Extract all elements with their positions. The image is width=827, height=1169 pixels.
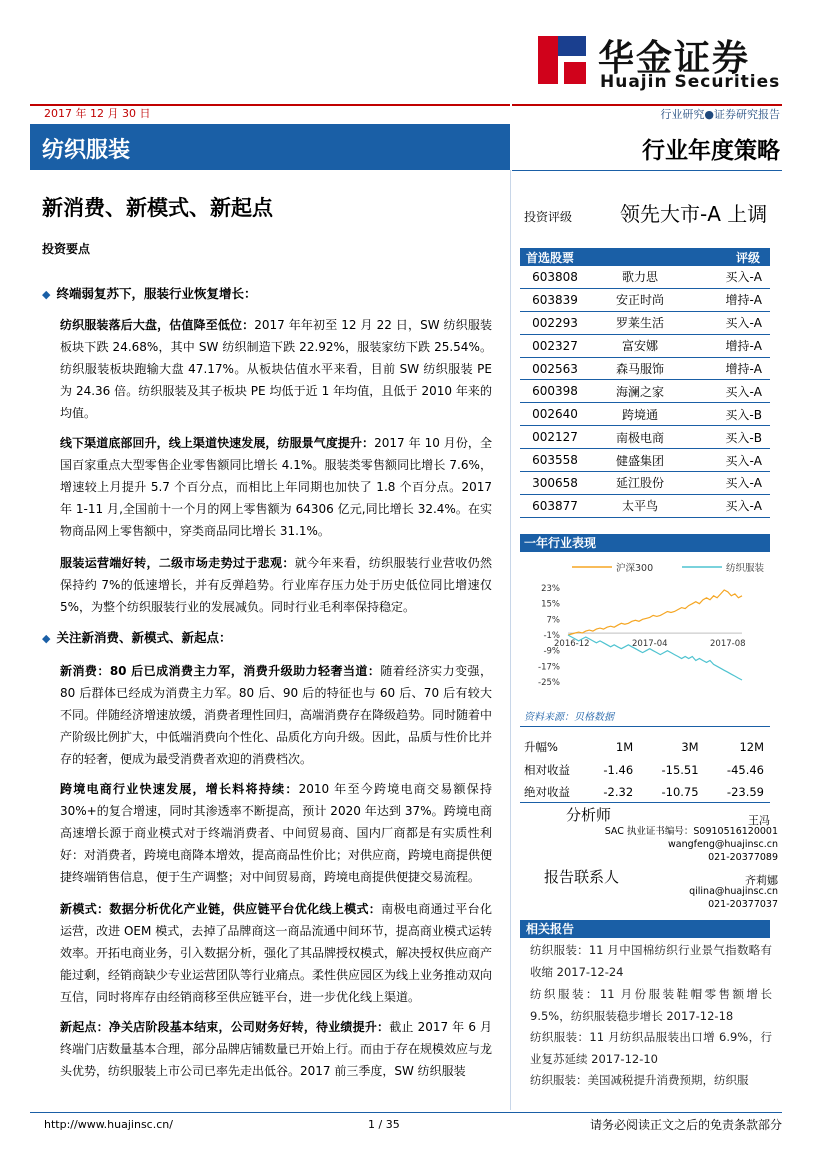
analyst-email[interactable]: wangfeng@huajinsc.cn (668, 839, 778, 850)
stock-name: 延江股份 (590, 472, 690, 495)
sector-title: 纺织服装 (42, 138, 131, 163)
stock-code: 002640 (520, 403, 590, 426)
contact-name: 齐莉娜 (745, 874, 778, 887)
footer-divider (30, 1112, 782, 1113)
contact-label: 报告联系人 (544, 868, 620, 886)
stock-name: 富安娜 (590, 334, 690, 357)
report-date: 2017 年 12 月 30 日 (44, 107, 151, 120)
x-tick-label: 2017-08 (710, 639, 746, 650)
stock-code: 002127 (520, 426, 590, 449)
stock-name: 罗莱生活 (590, 311, 690, 334)
y-tick-label: -25% (538, 678, 560, 688)
y-tick-label: -17% (538, 662, 560, 673)
section-heading: ◆ 关注新消费、新模式、新起点： (42, 630, 232, 645)
table-header: 12M (739, 740, 764, 755)
table-row (520, 403, 770, 426)
stock-rating: 增持-A (690, 288, 770, 311)
y-tick-label: 15% (541, 599, 560, 610)
stock-name: 南极电商 (590, 426, 690, 449)
divider (520, 802, 770, 803)
legend-label: 沪深300 (616, 563, 654, 574)
stock-rating: 买入-B (690, 426, 770, 449)
related-report-link[interactable]: 纺织服装：11 月份服装鞋帽零售额增长 9.5%，纺织服装稳步增长 2017-12-18 (530, 987, 772, 1023)
performance-chart (520, 556, 775, 706)
paragraph: 新起点：净关店阶段基本结束，公司财务好转，待业绩提升：截止 2017 年 6 月终端门店数量基本合理，部分品牌店铺数量已开始上行。而由于存在规模效应与龙头优势，纺织服装上市公司已率先走出低谷。2017 前三季度，SW 纺织服装 (60, 1020, 493, 1078)
paragraph: 新消费：80 后已成消费主力军，消费升级助力轻奢当道：随着经济实力变强，80 后群体已经成为消费主力军。80 后、90 后的特征也与 60 后、70 后有较大不同。伴随经济增速放缓，消费者理性回归，高端消费存在降级趋势。同时随着中产阶级比例扩大，中低端消费向个性化、品质化方向升级。因此，品质与性价比并存的轻奢，便成为最受消费者欢迎的消费档次。 (60, 664, 493, 766)
y-tick-label: -9% (543, 646, 560, 657)
stock-code: 603877 (520, 494, 590, 517)
stock-name: 太平鸟 (590, 494, 690, 517)
contact-phone: 021-20377037 (708, 899, 778, 910)
footer-url[interactable]: http://www.huajinsc.cn/ (44, 1118, 173, 1131)
stock-rating: 买入-A (690, 449, 770, 472)
report-type: 行业研究●证券研究报告 (660, 108, 780, 121)
logo-chinese: 华金证券 (598, 38, 751, 79)
table-row (520, 266, 770, 288)
stock-rating: 买入-A (690, 380, 770, 403)
y-tick-label: 23% (541, 584, 560, 594)
rating-value: 领先大市-A 上调 (620, 202, 768, 226)
analyst-phone: 021-20377089 (708, 852, 778, 863)
related-report-link[interactable]: 纺织服装：11 月中国棉纺织行业景气指数略有收缩 2017-12-24 (530, 943, 772, 979)
stock-name: 跨境通 (590, 403, 690, 426)
table-header-row (524, 736, 774, 759)
stock-code: 603808 (520, 266, 590, 288)
table-header: 评级 (690, 248, 770, 266)
related-report-link[interactable]: 纺织服装：11 月纺织品服装出口增 6.9%，行业复苏延续 2017-12-10 (530, 1030, 772, 1066)
stock-rating: 买入-A (690, 266, 770, 288)
logo-mark-icon (538, 34, 590, 86)
stock-table (520, 248, 770, 518)
report-kind: 行业年度策略 (642, 138, 780, 164)
paragraph: 新模式：数据分析优化产业链，供应链平台优化线上模式：南极电商通过平台化运营，改进 OEM 模式，去掉了品牌商这一商品流通中间环节，提高商业模式运转效率。开拓电商业务，引入数据分析，强化了其品牌授权模式，解决授权供应商产能过剩，经销商缺少专业运营团队等行业痛点。柔性供应园区为线上业务推动双向互信，同时将库存由经销商移至供应链平台，进一步优化线上渠道。 (60, 902, 493, 1004)
table-row (520, 311, 770, 334)
analyst-name: 王冯 (748, 814, 770, 827)
table-row: 绝对收益 -2.32 -10.75 -23.59 (524, 785, 764, 800)
paragraph: 纺织服装落后大盘，估值降至低位：2017 年年初至 12 月 22 日，SW 纺织服装板块下跌 24.68%，其中 SW 纺织制造下跌 22.92%，服装家纺下跌 25.54%。纺织服装板块跑输大盘 47.17%。从板块估值水平来看，目前 SW 纺织服装 PE 为 24.36 倍。纺织服装及其子板块 PE 均低于近 1 年均值，且低于 2010 年来的均值。 (60, 318, 492, 420)
contact-email[interactable]: qilina@huajinsc.cn (689, 886, 778, 897)
stock-name: 健盛集团 (590, 449, 690, 472)
source-note: 资料来源：贝格数据 (524, 712, 614, 723)
diamond-bullet-icon: ◆ (42, 288, 51, 301)
table-row (520, 334, 770, 357)
column-divider (510, 170, 511, 1110)
stock-rating: 买入-A (690, 472, 770, 495)
diamond-bullet-icon: ◆ (42, 632, 51, 645)
x-tick-label: 2016-12 (554, 639, 590, 650)
rating-label: 投资评级 (524, 210, 573, 224)
paragraph: 跨境电商行业快速发展，增长料将持续：2010 年至今跨境电商交易额保持 30%+的复合增速，同时其渗透率不断提高，预计 2020 年达到 37%。跨境电商高速增长源于商业模式对于终端消费者、中间贸易商、国内厂商都是有实质性利好：对消费者，跨境电商降本增效，提高商品性价比；对供应商，跨境电商提供便捷终端销售信息，便于生产调整；对中间贸易商，跨境电商提供便捷交易流程。 (60, 782, 493, 884)
page-title: 新消费、新模式、新起点 (42, 196, 273, 220)
table-header: 首选股票 (520, 248, 690, 266)
stock-name: 歌力思 (590, 266, 690, 288)
logo-english: Huajin Securities (600, 72, 781, 92)
stock-name: 安正时尚 (590, 288, 690, 311)
table-header-row (520, 248, 770, 266)
stock-rating: 买入-A (690, 311, 770, 334)
investment-points-label: 投资要点 (42, 242, 91, 256)
table-header: 升幅% (524, 740, 558, 755)
stock-code: 002327 (520, 334, 590, 357)
table-row (520, 288, 770, 311)
section-heading: ◆ 终端弱复苏下，服装行业恢复增长： (42, 286, 257, 301)
table-header: 1M (615, 740, 634, 755)
y-tick-label: 7% (546, 615, 560, 626)
performance-table (524, 736, 774, 804)
header-underline (512, 170, 782, 171)
related-reports-heading: 相关报告 (520, 920, 770, 938)
table-header: 3M (681, 740, 699, 755)
table-row (520, 357, 770, 380)
analyst-label: 分析师 (566, 806, 612, 824)
y-tick-label: -1% (543, 631, 560, 641)
related-report-link[interactable]: 纺织服装：美国减税提升消费预期，纺织服 (530, 1073, 749, 1087)
stock-code: 300658 (520, 472, 590, 495)
divider (520, 726, 770, 727)
stock-name: 海澜之家 (590, 380, 690, 403)
table-row (520, 426, 770, 449)
table-row: 相对收益 -1.46 -15.51 -45.46 (524, 762, 764, 777)
stock-rating: 买入-A (690, 494, 770, 517)
stock-code: 002293 (520, 311, 590, 334)
stock-code: 002563 (520, 357, 590, 380)
stock-name: 森马服饰 (590, 357, 690, 380)
paragraph: 服装运营端好转，二级市场走势过于悲观：就今年来看，纺织服装行业营收仍然保持约 7%的低速增长，并有反弹趋势。行业库存压力处于历史低位同比增速仅 5%，为整个纺织服装行业的发展减负。同时行业毛利率保持稳定。 (60, 556, 492, 614)
stock-code: 600398 (520, 380, 590, 403)
table-row (520, 472, 770, 495)
paragraph: 线下渠道底部回升，线上渠道快速发展，纺服景气度提升：2017 年 10 月份，全国百家重点大型零售企业零售额同比增长 4.1%。服装类零售额同比增长 7.6%，增速较上月提升 5.7 个百分点，而相比上年同期也加快了 1.8 个百分点。2017 年 1-11 月,全国前十一个月的网上零售额为 64306 亿元,同比增长 32.4%。在实物商品网上零售额中，穿类商品同比增长 31.1%。 (60, 436, 492, 538)
table-row (520, 380, 770, 403)
stock-code: 603558 (520, 449, 590, 472)
stock-rating: 买入-B (690, 403, 770, 426)
analyst-cert: SAC 执业证书编号：S0910516120001 (604, 826, 778, 837)
legend-label: 纺织服装 (726, 563, 765, 574)
page-number: 1 / 35 (368, 1118, 400, 1131)
table-row (520, 449, 770, 472)
series-line-0 (568, 590, 742, 635)
x-tick-label: 2017-04 (632, 639, 668, 650)
performance-heading: 一年行业表现 (520, 534, 770, 552)
stock-code: 603839 (520, 288, 590, 311)
stock-rating: 增持-A (690, 334, 770, 357)
disclaimer: 请务必阅读正文之后的免责条款部分 (589, 1118, 782, 1132)
stock-rating: 增持-A (690, 357, 770, 380)
table-row (520, 494, 770, 517)
